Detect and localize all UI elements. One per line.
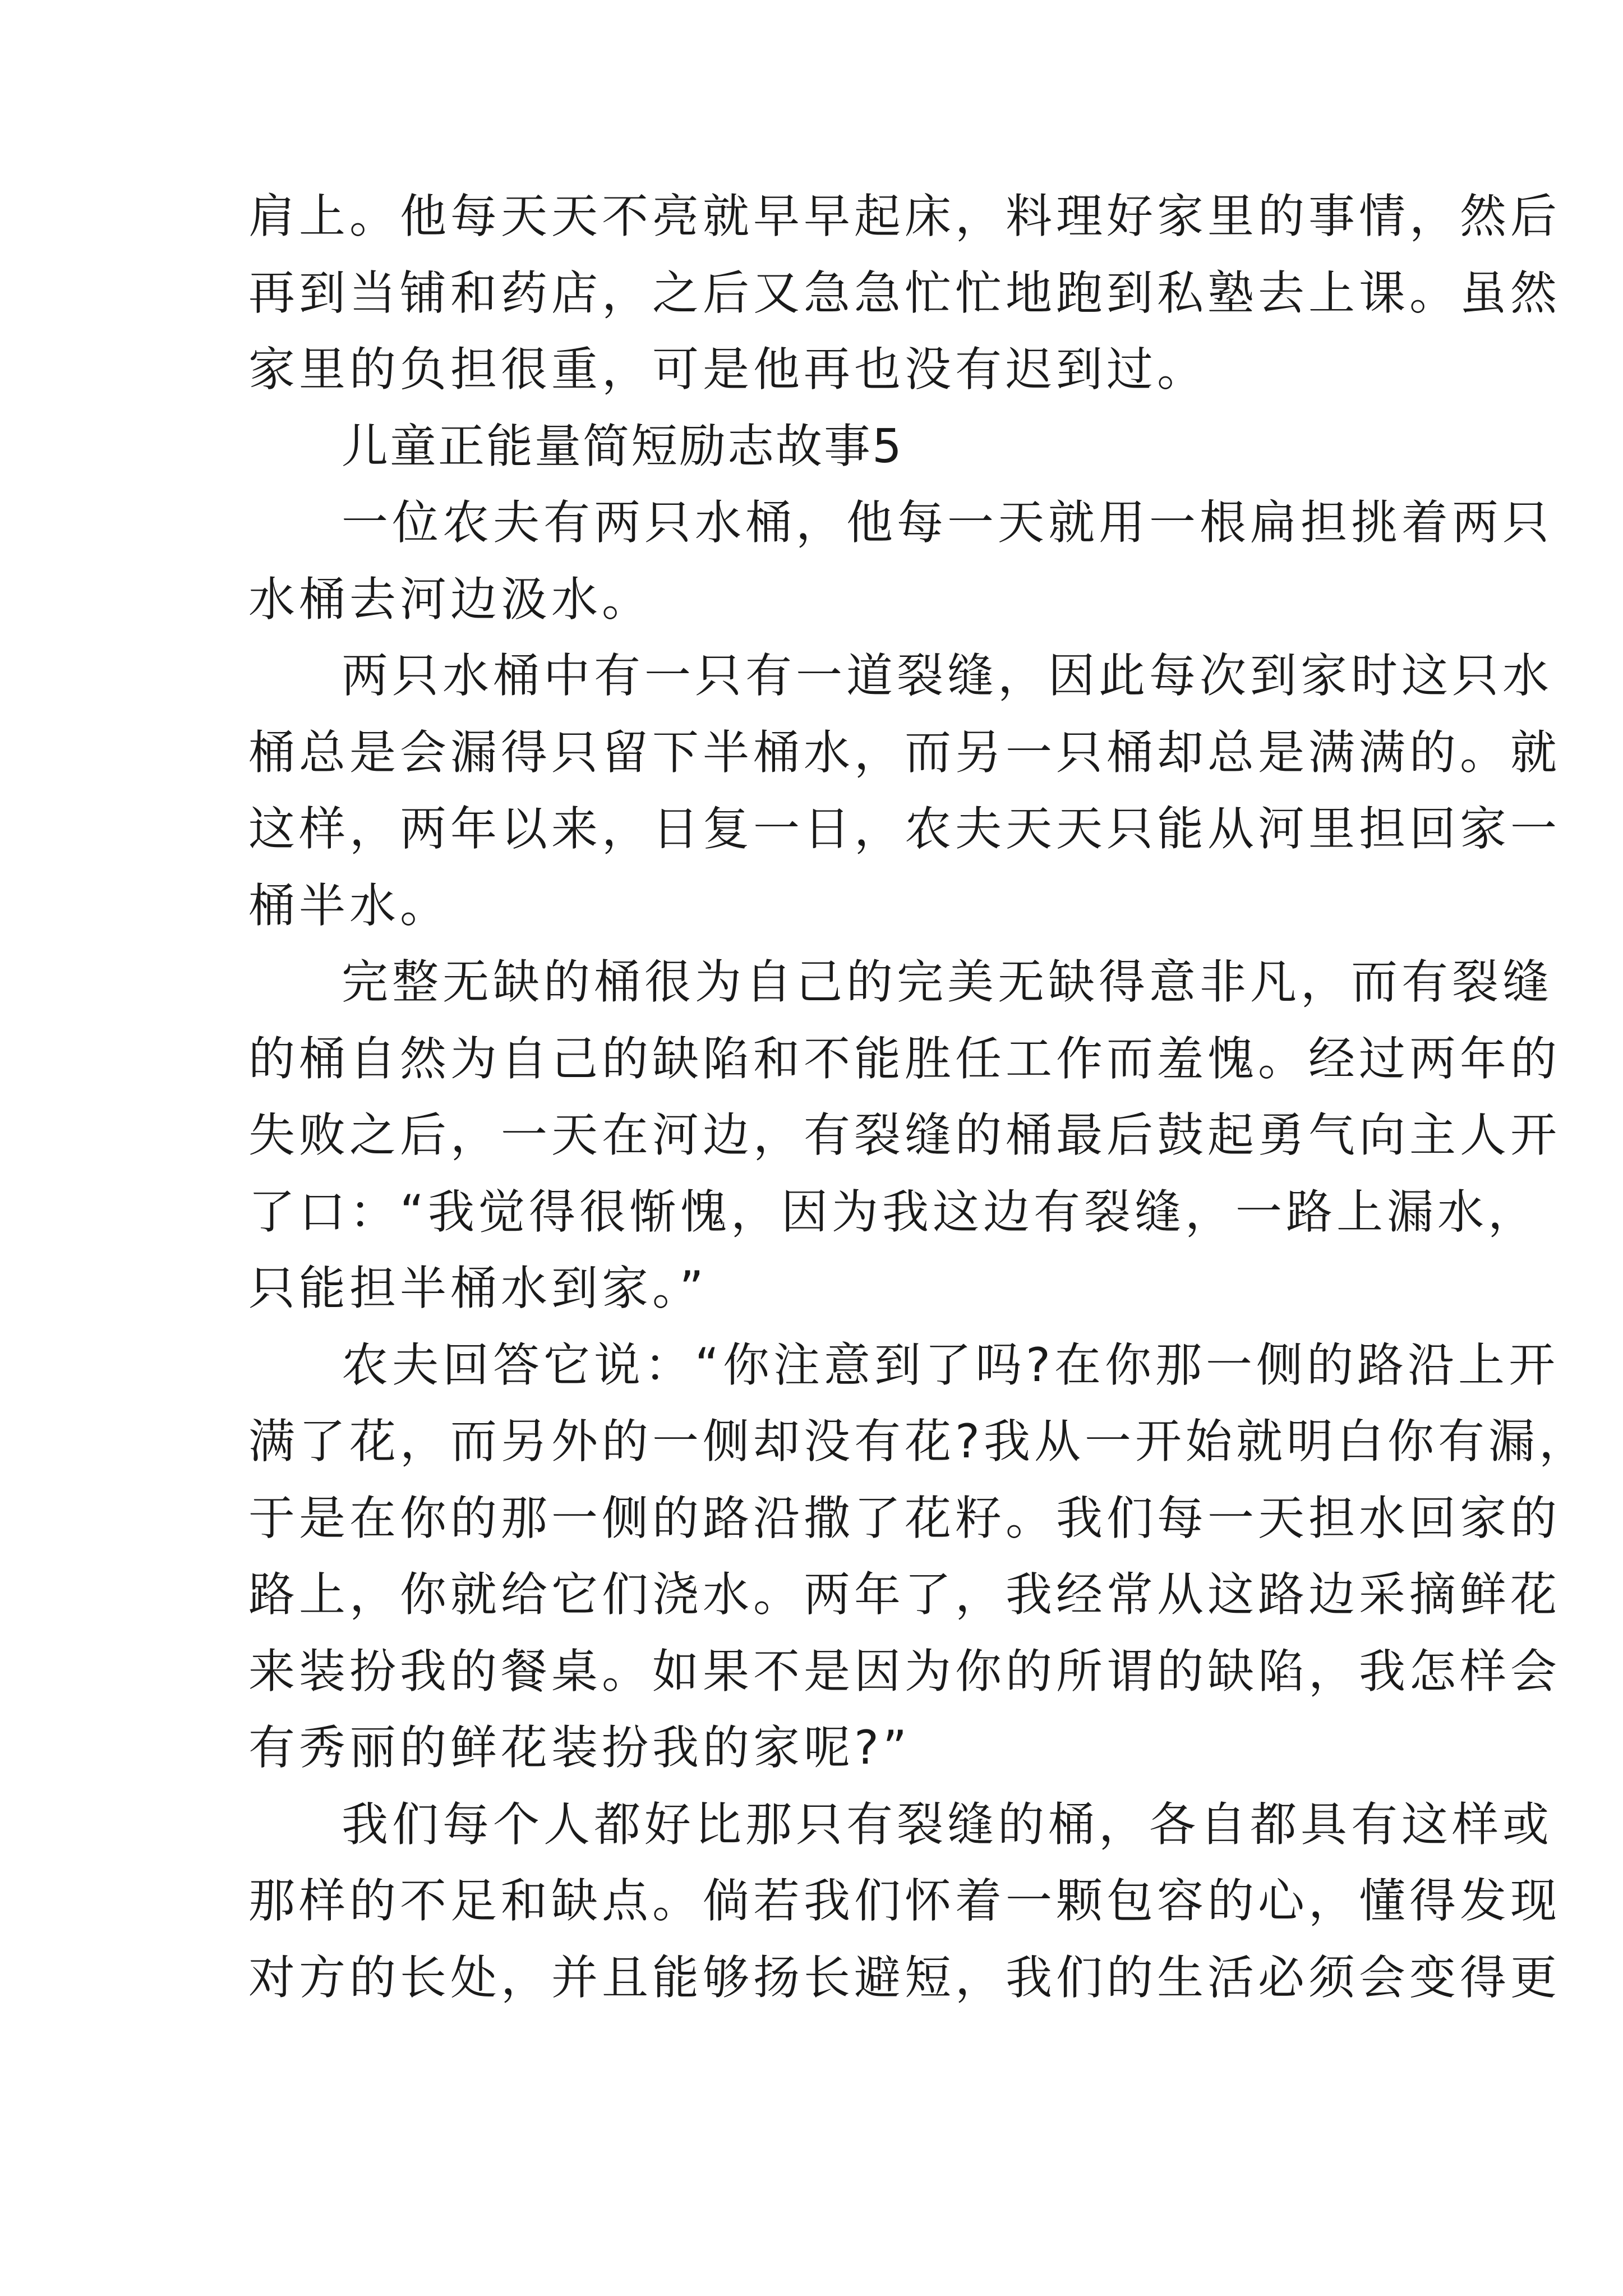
paragraph-first-line: 两只水桶中有一只有一道裂缝，因此每次到家时这只水 bbox=[342, 648, 1553, 703]
text-line: 对方的长处，并且能够扬长避短，我们的生活必须会变得更 bbox=[248, 1950, 1561, 2005]
text-line: 肩上。他每天天不亮就早早起床，料理好家里的事情，然后 bbox=[248, 189, 1561, 243]
document-body bbox=[248, 178, 1590, 2016]
text-line: 桶半水。 bbox=[248, 878, 450, 933]
paragraph-first-line: 一位农夫有两只水桶，他每一天就用一根扁担挑着两只 bbox=[342, 495, 1553, 550]
text-line: 的桶自然为自己的缺陷和不能胜任工作而羞愧。经过两年的 bbox=[248, 1031, 1561, 1086]
text-line: 只能担半桶水到家。” bbox=[248, 1261, 708, 1315]
text-line: 失败之后，一天在河边，有裂缝的桶最后鼓起勇气向主人开 bbox=[248, 1108, 1561, 1162]
paragraph-first-line: 完整无缺的桶很为自己的完美无缺得意非凡，而有裂缝 bbox=[342, 955, 1553, 1009]
text-line: 有秀丽的鲜花装扮我的家呢?” bbox=[248, 1720, 911, 1775]
text-line: 桶总是会漏得只留下半桶水，而另一只桶却总是满满的。就 bbox=[248, 725, 1561, 780]
text-line: 于是在你的那一侧的路沿撒了花籽。我们每一天担水回家的 bbox=[248, 1490, 1561, 1545]
paragraph-first-line: 农夫回答它说：“你注意到了吗?在你那一侧的路沿上开 bbox=[342, 1337, 1560, 1392]
text-line: 来装扮我的餐桌。如果不是因为你的所谓的缺陷，我怎样会 bbox=[248, 1644, 1561, 1699]
story-heading: 儿童正能量简短励志故事5 bbox=[342, 418, 903, 473]
text-line: 家里的负担很重，可是他再也没有迟到过。 bbox=[248, 342, 1207, 397]
text-line: 再到当铺和药店，之后又急急忙忙地跑到私塾去上课。虽然 bbox=[248, 265, 1561, 320]
paragraph-first-line: 我们每个人都好比那只有裂缝的桶，各自都具有这样或 bbox=[342, 1797, 1553, 1852]
text-line: 这样，两年以来，日复一日，农夫天天只能从河里担回家一 bbox=[248, 802, 1561, 856]
text-line: 满了花，而另外的一侧却没有花?我从一开始就明白你有漏， bbox=[248, 1414, 1590, 1469]
text-line: 了口：“我觉得很惭愧，因为我这边有裂缝，一路上漏水， bbox=[248, 1184, 1538, 1239]
text-line: 路上，你就给它们浇水。两年了，我经常从这路边采摘鲜花 bbox=[248, 1567, 1561, 1622]
text-line: 那样的不足和缺点。倘若我们怀着一颗包容的心，懂得发现 bbox=[248, 1874, 1561, 1928]
text-line: 水桶去河边汲水。 bbox=[248, 572, 652, 627]
